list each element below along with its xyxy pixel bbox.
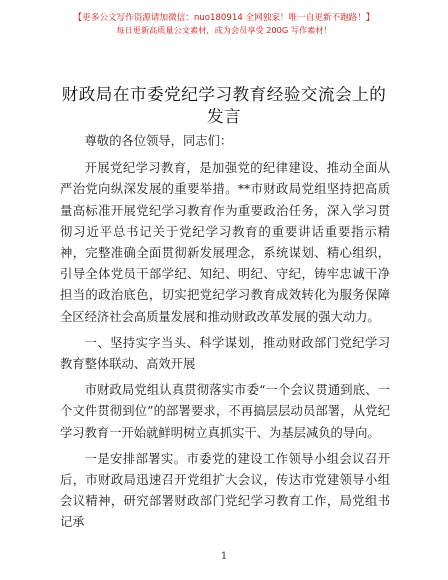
paragraph-section-1: 市财政局党组认真贯彻落实市委“一个会议贯通到底、一个文件贯彻到位”的部署要求，不再搞层层动员部署，从党纪学习教育一开始就鲜明树立真抓实干、为基层减负的导向。 <box>60 383 390 440</box>
section-heading-1: 一、坚持实字当头、科学谋划，推动财政部门党纪学习教育整体联动、高效开展 <box>60 335 390 372</box>
greeting: 尊敬的各位领导，同志们： <box>84 134 233 148</box>
document-body <box>60 131 390 539</box>
promo-banner-line-2: 每日更新高质量公文素材，成为会员享受 200G 写作素材！ <box>116 25 332 35</box>
page-number: 1 <box>220 551 228 562</box>
paragraph-intro: 开展党纪学习教育，是加强党的纪律建设、推动全面从严治党向纵深发展的重要举措。**市财政局党组坚持把高质量高标准开展党纪学习教育作为重要政治任务，深入学习贯彻习近平总书记关于党纪学习教育的重要讲话重要指示精神，完整准确全面贯彻新发展理念，系统谋划、精心组织，引导全体党员干部学纪、知纪、明纪、守纪，铸牢忠诚干净担当的政治底色，切实把党纪学习教育成效转化为服务保障全区经济社会高质量发展和推动财政改革发展的强大动力。 <box>60 161 390 324</box>
promo-banner-line-1: 【更多公文写作资源请加微信：nuo180914 全网独家！唯一自更新不跑路！】 <box>73 13 375 23</box>
paragraph-point-1: 一是安排部署实。市委党的建设工作领导小组会议召开后，市财政局迅速召开党组扩大会议，传达市党建领导小组会议精神，研究部署财政部门党纪学习教育工作，局党组书记承 <box>60 451 390 530</box>
document-title: 财政局在市委党纪学习教育经验交流会上的发言 <box>61 85 387 126</box>
